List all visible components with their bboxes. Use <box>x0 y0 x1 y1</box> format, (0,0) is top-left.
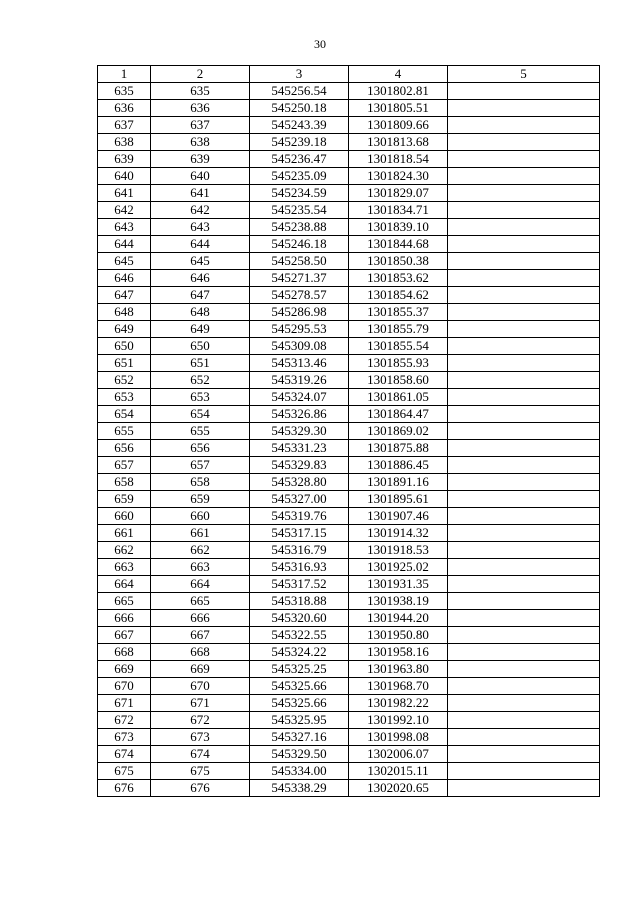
table-row <box>98 610 600 627</box>
table-row <box>98 712 600 729</box>
table-cell-col2: 669 <box>151 661 250 678</box>
table-row <box>98 168 600 185</box>
table-cell-col3: 545326.86 <box>250 406 349 423</box>
table-cell-col2: 636 <box>151 100 250 117</box>
table-cell-col4: 1301818.54 <box>349 151 448 168</box>
table-cell-col4: 1301938.19 <box>349 593 448 610</box>
table-cell-col5 <box>448 168 600 185</box>
table-cell-col5 <box>448 644 600 661</box>
table-cell-col4: 1301854.62 <box>349 287 448 304</box>
table-cell-col1: 657 <box>98 457 151 474</box>
column-header-3: 3 <box>250 66 349 83</box>
table-cell-col1: 635 <box>98 83 151 100</box>
table-cell-col2: 668 <box>151 644 250 661</box>
column-header-2: 2 <box>151 66 250 83</box>
table-cell-col3: 545278.57 <box>250 287 349 304</box>
table-cell-col5 <box>448 83 600 100</box>
column-header-5: 5 <box>448 66 600 83</box>
table-cell-col3: 545327.16 <box>250 729 349 746</box>
table-row <box>98 83 600 100</box>
table-cell-col1: 662 <box>98 542 151 559</box>
table-row <box>98 695 600 712</box>
table-cell-col3: 545309.08 <box>250 338 349 355</box>
table-cell-col1: 638 <box>98 134 151 151</box>
table-cell-col3: 545325.66 <box>250 695 349 712</box>
table-cell-col3: 545322.55 <box>250 627 349 644</box>
table-cell-col1: 665 <box>98 593 151 610</box>
table-row <box>98 593 600 610</box>
table-cell-col4: 1301855.37 <box>349 304 448 321</box>
table-cell-col2: 652 <box>151 372 250 389</box>
table-cell-col1: 659 <box>98 491 151 508</box>
table-row <box>98 729 600 746</box>
table-cell-col4: 1301907.46 <box>349 508 448 525</box>
table-cell-col2: 651 <box>151 355 250 372</box>
table-cell-col3: 545236.47 <box>250 151 349 168</box>
table-cell-col3: 545331.23 <box>250 440 349 457</box>
table-cell-col3: 545256.54 <box>250 83 349 100</box>
table-cell-col2: 647 <box>151 287 250 304</box>
table-cell-col3: 545319.76 <box>250 508 349 525</box>
table-cell-col2: 656 <box>151 440 250 457</box>
table-cell-col3: 545328.80 <box>250 474 349 491</box>
header-row <box>98 66 600 83</box>
table-cell-col1: 636 <box>98 100 151 117</box>
table-cell-col4: 1301958.16 <box>349 644 448 661</box>
table-cell-col5 <box>448 151 600 168</box>
table-cell-col3: 545258.50 <box>250 253 349 270</box>
table-cell-col2: 671 <box>151 695 250 712</box>
table-cell-col1: 651 <box>98 355 151 372</box>
table-cell-col4: 1301855.79 <box>349 321 448 338</box>
table-row <box>98 525 600 542</box>
table-row <box>98 780 600 797</box>
table-cell-col1: 649 <box>98 321 151 338</box>
table-cell-col3: 545338.29 <box>250 780 349 797</box>
table-cell-col3: 545316.79 <box>250 542 349 559</box>
table-cell-col3: 545324.07 <box>250 389 349 406</box>
table-cell-col5 <box>448 355 600 372</box>
table-row <box>98 423 600 440</box>
table-cell-col4: 1301839.10 <box>349 219 448 236</box>
table-cell-col5 <box>448 559 600 576</box>
table-cell-col1: 650 <box>98 338 151 355</box>
table-cell-col2: 659 <box>151 491 250 508</box>
table-cell-col3: 545329.50 <box>250 746 349 763</box>
table-row <box>98 644 600 661</box>
table-cell-col4: 1301861.05 <box>349 389 448 406</box>
table-row <box>98 491 600 508</box>
table-cell-col5 <box>448 610 600 627</box>
table-cell-col2: 649 <box>151 321 250 338</box>
table-cell-col1: 637 <box>98 117 151 134</box>
table-cell-col4: 1301914.32 <box>349 525 448 542</box>
table-cell-col2: 643 <box>151 219 250 236</box>
table-cell-col2: 675 <box>151 763 250 780</box>
table-cell-col5 <box>448 474 600 491</box>
table-cell-col4: 1301809.66 <box>349 117 448 134</box>
table-cell-col3: 545286.98 <box>250 304 349 321</box>
table-cell-col3: 545246.18 <box>250 236 349 253</box>
table-cell-col5 <box>448 729 600 746</box>
table-cell-col5 <box>448 593 600 610</box>
table-cell-col5 <box>448 270 600 287</box>
table-cell-col1: 666 <box>98 610 151 627</box>
table-cell-col1: 658 <box>98 474 151 491</box>
table-row <box>98 474 600 491</box>
table-row <box>98 338 600 355</box>
table-cell-col3: 545319.26 <box>250 372 349 389</box>
table-cell-col3: 545318.88 <box>250 593 349 610</box>
table-row <box>98 321 600 338</box>
page-number: 30 <box>314 37 326 51</box>
table-cell-col5 <box>448 185 600 202</box>
table-cell-col2: 657 <box>151 457 250 474</box>
table-cell-col4: 1301886.45 <box>349 457 448 474</box>
table-row <box>98 236 600 253</box>
table-cell-col4: 1301925.02 <box>349 559 448 576</box>
table-cell-col5 <box>448 457 600 474</box>
table-cell-col1: 668 <box>98 644 151 661</box>
table-cell-col4: 1301891.16 <box>349 474 448 491</box>
table-row <box>98 253 600 270</box>
column-header-4: 4 <box>349 66 448 83</box>
table-cell-col4: 1301829.07 <box>349 185 448 202</box>
table-cell-col2: 648 <box>151 304 250 321</box>
table-row <box>98 372 600 389</box>
table-cell-col4: 1302015.11 <box>349 763 448 780</box>
table-cell-col2: 645 <box>151 253 250 270</box>
table-row <box>98 304 600 321</box>
table-cell-col2: 637 <box>151 117 250 134</box>
table-cell-col1: 644 <box>98 236 151 253</box>
table-cell-col4: 1301968.70 <box>349 678 448 695</box>
table-cell-col5 <box>448 576 600 593</box>
table-cell-col4: 1302006.07 <box>349 746 448 763</box>
table-cell-col2: 635 <box>151 83 250 100</box>
table-cell-col4: 1301802.81 <box>349 83 448 100</box>
table-cell-col2: 676 <box>151 780 250 797</box>
table-cell-col1: 675 <box>98 763 151 780</box>
table-row <box>98 100 600 117</box>
table-cell-col2: 642 <box>151 202 250 219</box>
table-cell-col1: 654 <box>98 406 151 423</box>
table-cell-col1: 663 <box>98 559 151 576</box>
table-cell-col4: 1301844.68 <box>349 236 448 253</box>
table-cell-col2: 674 <box>151 746 250 763</box>
table-cell-col1: 673 <box>98 729 151 746</box>
table-cell-col5 <box>448 338 600 355</box>
table-cell-col4: 1301950.80 <box>349 627 448 644</box>
table-cell-col5 <box>448 491 600 508</box>
table-cell-col1: 653 <box>98 389 151 406</box>
table-cell-col5 <box>448 661 600 678</box>
table-cell-col2: 650 <box>151 338 250 355</box>
table-cell-col5 <box>448 219 600 236</box>
table-cell-col3: 545243.39 <box>250 117 349 134</box>
table-cell-col1: 648 <box>98 304 151 321</box>
table-cell-col4: 1301895.61 <box>349 491 448 508</box>
table-cell-col2: 664 <box>151 576 250 593</box>
table-cell-col3: 545329.83 <box>250 457 349 474</box>
table-cell-col1: 646 <box>98 270 151 287</box>
table-row <box>98 117 600 134</box>
table-row <box>98 508 600 525</box>
table-cell-col1: 639 <box>98 151 151 168</box>
table-cell-col1: 671 <box>98 695 151 712</box>
table-cell-col2: 638 <box>151 134 250 151</box>
table-cell-col4: 1301998.08 <box>349 729 448 746</box>
table-cell-col5 <box>448 508 600 525</box>
table-cell-col1: 660 <box>98 508 151 525</box>
table-cell-col1: 642 <box>98 202 151 219</box>
table-cell-col1: 643 <box>98 219 151 236</box>
table-cell-col2: 641 <box>151 185 250 202</box>
table-cell-col4: 1301834.71 <box>349 202 448 219</box>
table-cell-col1: 656 <box>98 440 151 457</box>
table-cell-col5 <box>448 695 600 712</box>
table-cell-col4: 1301850.38 <box>349 253 448 270</box>
table-cell-col4: 1302020.65 <box>349 780 448 797</box>
table-cell-col1: 661 <box>98 525 151 542</box>
table-row <box>98 406 600 423</box>
table-cell-col3: 545235.09 <box>250 168 349 185</box>
table-cell-col3: 545327.00 <box>250 491 349 508</box>
table-cell-col2: 653 <box>151 389 250 406</box>
table-cell-col5 <box>448 202 600 219</box>
table-cell-col2: 660 <box>151 508 250 525</box>
table-cell-col1: 640 <box>98 168 151 185</box>
table-cell-col2: 646 <box>151 270 250 287</box>
table-cell-col3: 545325.25 <box>250 661 349 678</box>
table-row <box>98 440 600 457</box>
table-cell-col5 <box>448 100 600 117</box>
table-cell-col2: 640 <box>151 168 250 185</box>
table-row <box>98 134 600 151</box>
table-cell-col3: 545250.18 <box>250 100 349 117</box>
table-cell-col5 <box>448 763 600 780</box>
table-row <box>98 287 600 304</box>
table-cell-col1: 647 <box>98 287 151 304</box>
table-cell-col2: 662 <box>151 542 250 559</box>
table-cell-col4: 1301982.22 <box>349 695 448 712</box>
table-cell-col1: 641 <box>98 185 151 202</box>
table-row <box>98 627 600 644</box>
table-row <box>98 559 600 576</box>
table-cell-col5 <box>448 423 600 440</box>
table-cell-col4: 1301824.30 <box>349 168 448 185</box>
table-cell-col2: 639 <box>151 151 250 168</box>
table-cell-col3: 545334.00 <box>250 763 349 780</box>
table-cell-col4: 1301858.60 <box>349 372 448 389</box>
table-cell-col2: 665 <box>151 593 250 610</box>
table-cell-col2: 661 <box>151 525 250 542</box>
table-cell-col2: 672 <box>151 712 250 729</box>
table-cell-col2: 655 <box>151 423 250 440</box>
table-cell-col5 <box>448 389 600 406</box>
table-cell-col5 <box>448 780 600 797</box>
table-cell-col2: 673 <box>151 729 250 746</box>
table-cell-col2: 654 <box>151 406 250 423</box>
table-row <box>98 270 600 287</box>
table-cell-col3: 545239.18 <box>250 134 349 151</box>
coordinates-table <box>97 65 600 797</box>
table-cell-col5 <box>448 712 600 729</box>
table-row <box>98 542 600 559</box>
table-cell-col5 <box>448 236 600 253</box>
table-row <box>98 151 600 168</box>
table-cell-col3: 545325.95 <box>250 712 349 729</box>
table-cell-col2: 644 <box>151 236 250 253</box>
table-cell-col2: 666 <box>151 610 250 627</box>
table-cell-col3: 545271.37 <box>250 270 349 287</box>
table-cell-col4: 1301944.20 <box>349 610 448 627</box>
table-cell-col3: 545295.53 <box>250 321 349 338</box>
table-cell-col5 <box>448 117 600 134</box>
table-cell-col4: 1301875.88 <box>349 440 448 457</box>
table-cell-col4: 1301855.54 <box>349 338 448 355</box>
table-row <box>98 678 600 695</box>
table-cell-col3: 545235.54 <box>250 202 349 219</box>
table-cell-col2: 670 <box>151 678 250 695</box>
table-cell-col1: 645 <box>98 253 151 270</box>
table-cell-col5 <box>448 406 600 423</box>
table-cell-col4: 1301918.53 <box>349 542 448 559</box>
table-cell-col3: 545324.22 <box>250 644 349 661</box>
table-cell-col5 <box>448 627 600 644</box>
table-cell-col4: 1301805.51 <box>349 100 448 117</box>
table-cell-col4: 1301963.80 <box>349 661 448 678</box>
table-row <box>98 763 600 780</box>
table-row <box>98 457 600 474</box>
table-cell-col1: 674 <box>98 746 151 763</box>
table-cell-col5 <box>448 321 600 338</box>
table-cell-col3: 545329.30 <box>250 423 349 440</box>
table-row <box>98 389 600 406</box>
table-cell-col1: 664 <box>98 576 151 593</box>
table-row <box>98 746 600 763</box>
table-cell-col5 <box>448 678 600 695</box>
table-cell-col1: 672 <box>98 712 151 729</box>
table-cell-col1: 676 <box>98 780 151 797</box>
table-row <box>98 219 600 236</box>
table-cell-col3: 545238.88 <box>250 219 349 236</box>
table-cell-col4: 1301869.02 <box>349 423 448 440</box>
table-cell-col4: 1301864.47 <box>349 406 448 423</box>
table-cell-col2: 658 <box>151 474 250 491</box>
table-cell-col1: 669 <box>98 661 151 678</box>
table-row <box>98 202 600 219</box>
table-cell-col3: 545325.66 <box>250 678 349 695</box>
table-cell-col5 <box>448 525 600 542</box>
table-row <box>98 576 600 593</box>
table-cell-col3: 545313.46 <box>250 355 349 372</box>
table-cell-col5 <box>448 134 600 151</box>
table-cell-col1: 667 <box>98 627 151 644</box>
table-row <box>98 661 600 678</box>
table-cell-col4: 1301855.93 <box>349 355 448 372</box>
table-cell-col2: 663 <box>151 559 250 576</box>
table-cell-col3: 545317.52 <box>250 576 349 593</box>
table-cell-col3: 545234.59 <box>250 185 349 202</box>
table-cell-col5 <box>448 440 600 457</box>
table-row <box>98 355 600 372</box>
table-cell-col3: 545317.15 <box>250 525 349 542</box>
table-row <box>98 185 600 202</box>
table-cell-col5 <box>448 372 600 389</box>
table-cell-col5 <box>448 542 600 559</box>
table-cell-col3: 545316.93 <box>250 559 349 576</box>
table-cell-col5 <box>448 287 600 304</box>
table-cell-col4: 1301853.62 <box>349 270 448 287</box>
table-cell-col5 <box>448 746 600 763</box>
table-cell-col4: 1301813.68 <box>349 134 448 151</box>
table-cell-col5 <box>448 253 600 270</box>
table-cell-col4: 1301931.35 <box>349 576 448 593</box>
column-header-1: 1 <box>98 66 151 83</box>
table-cell-col4: 1301992.10 <box>349 712 448 729</box>
table-cell-col5 <box>448 304 600 321</box>
table-cell-col3: 545320.60 <box>250 610 349 627</box>
table-cell-col1: 670 <box>98 678 151 695</box>
table-cell-col2: 667 <box>151 627 250 644</box>
table-cell-col1: 652 <box>98 372 151 389</box>
table-cell-col1: 655 <box>98 423 151 440</box>
